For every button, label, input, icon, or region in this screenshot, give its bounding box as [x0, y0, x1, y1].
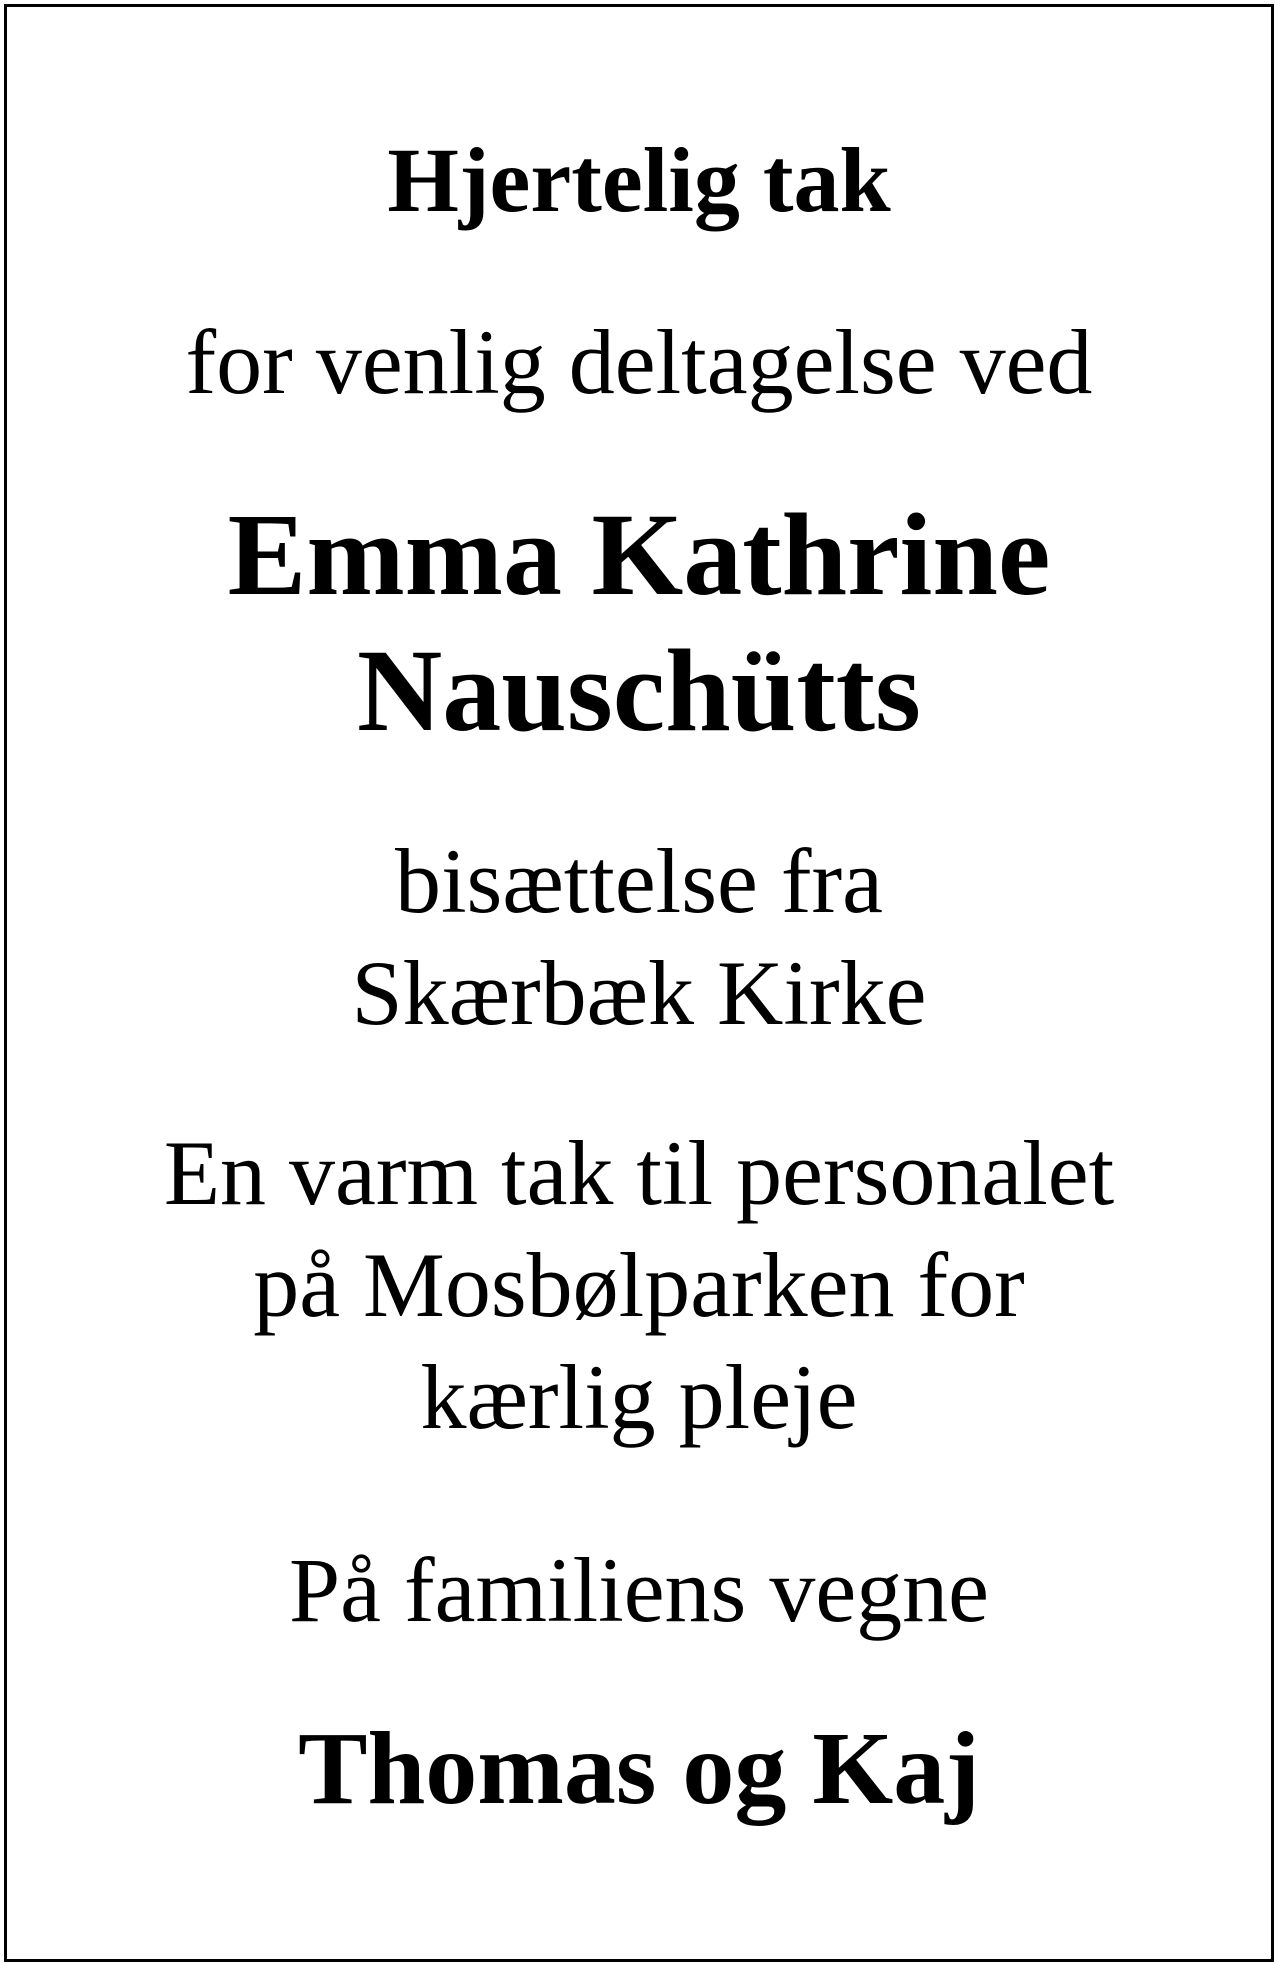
deceased-name	[7, 487, 1271, 759]
notice-heading: Hjertelig tak	[387, 129, 891, 231]
funeral-info-line-2: Skærbæk Kirke	[351, 942, 927, 1044]
funeral-info	[7, 825, 1271, 1049]
thanks-message-line-3: kærlig pleje	[420, 1346, 858, 1448]
thanks-message	[7, 1117, 1271, 1453]
deceased-name-line-2: Nauschütts	[357, 625, 921, 756]
notice-card	[4, 4, 1274, 1962]
on-behalf-text: På familiens vegne	[288, 1539, 990, 1641]
signature: Thomas og Kaj	[298, 1711, 980, 1826]
funeral-info-line-1: bisættelse fra	[395, 830, 883, 932]
deceased-name-line-1: Emma Kathrine	[227, 489, 1051, 620]
thanks-message-line-2: på Mosbølparken for	[253, 1234, 1025, 1336]
thanks-message-line-1: En varm tak til personalet	[163, 1122, 1115, 1224]
notice-intro: for venlig deltagelse ved	[185, 311, 1093, 413]
